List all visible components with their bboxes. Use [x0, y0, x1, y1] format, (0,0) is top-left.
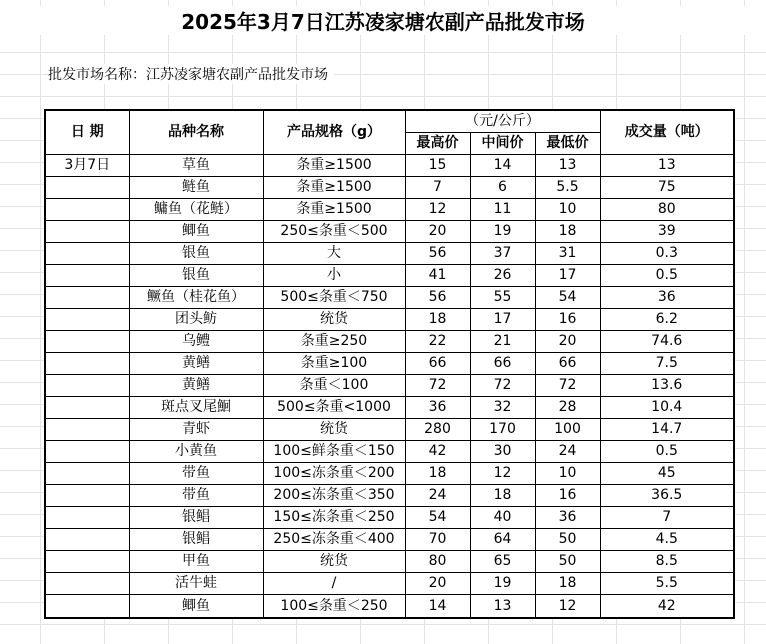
cell-high-price[interactable]: 22	[405, 331, 470, 353]
cell-mid-price[interactable]: 19	[470, 573, 535, 595]
table-row	[45, 375, 734, 397]
cell-high-price[interactable]: 42	[405, 441, 470, 463]
cell-mid-price[interactable]: 6	[470, 177, 535, 199]
cell-high-price[interactable]: 41	[405, 265, 470, 287]
table-row	[45, 419, 734, 441]
cell-high-price[interactable]: 36	[405, 397, 470, 419]
cell-product-name[interactable]: 鲫鱼	[129, 221, 263, 243]
cell-date[interactable]: 3月7日	[45, 155, 129, 177]
cell-mid-price[interactable]: 40	[470, 507, 535, 529]
cell-spec[interactable]: 250≤条重＜500	[263, 221, 405, 243]
cell-date-empty[interactable]	[45, 397, 129, 419]
cell-date-empty[interactable]	[45, 309, 129, 331]
cell-mid-price[interactable]: 18	[470, 485, 535, 507]
cell-spec[interactable]: 统货	[263, 551, 405, 573]
cell-low-price[interactable]: 10	[535, 463, 600, 485]
cell-volume[interactable]: 14.7	[600, 419, 734, 441]
cell-high-price[interactable]: 12	[405, 199, 470, 221]
cell-spec[interactable]: 100≤条重＜250	[263, 595, 405, 619]
cell-high-price[interactable]: 80	[405, 551, 470, 573]
cell-product-name[interactable]: 银鲳	[129, 529, 263, 551]
cell-product-name[interactable]: 甲鱼	[129, 551, 263, 573]
cell-product-name[interactable]: 草鱼	[129, 155, 263, 177]
table-row	[45, 485, 734, 507]
cell-mid-price[interactable]: 37	[470, 243, 535, 265]
cell-low-price[interactable]: 50	[535, 529, 600, 551]
cell-low-price[interactable]: 16	[535, 485, 600, 507]
cell-high-price[interactable]: 20	[405, 573, 470, 595]
cell-high-price[interactable]: 7	[405, 177, 470, 199]
cell-high-price[interactable]: 72	[405, 375, 470, 397]
cell-product-name[interactable]: 青虾	[129, 419, 263, 441]
table-body	[45, 155, 734, 619]
cell-mid-price[interactable]: 30	[470, 441, 535, 463]
cell-mid-price[interactable]: 65	[470, 551, 535, 573]
cell-spec[interactable]: 条重≥100	[263, 353, 405, 375]
cell-spec[interactable]: 100≤冻条重＜200	[263, 463, 405, 485]
cell-volume[interactable]: 7	[600, 507, 734, 529]
table-row	[45, 551, 734, 573]
cell-low-price[interactable]: 24	[535, 441, 600, 463]
cell-mid-price[interactable]: 55	[470, 287, 535, 309]
cell-low-price[interactable]: 5.5	[535, 177, 600, 199]
cell-date-empty[interactable]	[45, 353, 129, 375]
cell-mid-price[interactable]: 12	[470, 463, 535, 485]
cell-spec[interactable]: 条重≥1500	[263, 155, 405, 177]
cell-volume[interactable]: 75	[600, 177, 734, 199]
cell-date-empty[interactable]	[45, 595, 129, 619]
header-mid-price: 中间价	[470, 133, 535, 155]
cell-high-price[interactable]: 15	[405, 155, 470, 177]
table-row	[45, 507, 734, 529]
header-low-price: 最低价	[535, 133, 600, 155]
table-row	[45, 243, 734, 265]
header-volume: 成交量（吨）	[600, 110, 734, 155]
table-row	[45, 397, 734, 419]
cell-low-price[interactable]: 36	[535, 507, 600, 529]
cell-volume[interactable]: 80	[600, 199, 734, 221]
cell-product-name[interactable]: 乌鳢	[129, 331, 263, 353]
table-row	[45, 529, 734, 551]
cell-volume[interactable]: 39	[600, 221, 734, 243]
cell-product-name[interactable]: 银鱼	[129, 243, 263, 265]
cell-volume[interactable]: 7.5	[600, 353, 734, 375]
table-row	[45, 595, 734, 619]
cell-mid-price[interactable]: 32	[470, 397, 535, 419]
cell-spec[interactable]: 统货	[263, 309, 405, 331]
cell-high-price[interactable]: 54	[405, 507, 470, 529]
cell-volume[interactable]: 0.5	[600, 265, 734, 287]
header-high-price: 最高价	[405, 133, 470, 155]
cell-high-price[interactable]: 18	[405, 463, 470, 485]
cell-volume[interactable]: 42	[600, 595, 734, 619]
cell-high-price[interactable]: 24	[405, 485, 470, 507]
cell-low-price[interactable]: 100	[535, 419, 600, 441]
cell-product-name[interactable]: 斑点叉尾鮰	[129, 397, 263, 419]
cell-product-name[interactable]: 鲫鱼	[129, 595, 263, 619]
cell-product-name[interactable]: 活牛蛙	[129, 573, 263, 595]
cell-high-price[interactable]: 66	[405, 353, 470, 375]
cell-low-price[interactable]: 72	[535, 375, 600, 397]
cell-product-name[interactable]: 团头鲂	[129, 309, 263, 331]
cell-volume[interactable]: 74.6	[600, 331, 734, 353]
cell-spec[interactable]: 150≤冻条重＜250	[263, 507, 405, 529]
cell-date-empty[interactable]	[45, 375, 129, 397]
cell-volume[interactable]: 6.2	[600, 309, 734, 331]
cell-high-price[interactable]: 18	[405, 309, 470, 331]
cell-volume[interactable]: 36.5	[600, 485, 734, 507]
cell-high-price[interactable]: 70	[405, 529, 470, 551]
cell-volume[interactable]: 5.5	[600, 573, 734, 595]
cell-product-name[interactable]: 鲢鱼	[129, 177, 263, 199]
table-row	[45, 199, 734, 221]
cell-date-empty[interactable]	[45, 331, 129, 353]
table-row	[45, 155, 734, 177]
cell-volume[interactable]: 10.4	[600, 397, 734, 419]
cell-mid-price[interactable]: 72	[470, 375, 535, 397]
cell-date-empty[interactable]	[45, 529, 129, 551]
cell-spec[interactable]: 250≤冻条重＜400	[263, 529, 405, 551]
cell-spec[interactable]: 小	[263, 265, 405, 287]
cell-mid-price[interactable]: 17	[470, 309, 535, 331]
cell-spec[interactable]: /	[263, 573, 405, 595]
table-row	[45, 221, 734, 243]
cell-low-price[interactable]: 17	[535, 265, 600, 287]
cell-low-price[interactable]: 18	[535, 221, 600, 243]
cell-product-name[interactable]: 鳜鱼（桂花鱼）	[129, 287, 263, 309]
cell-low-price[interactable]: 10	[535, 199, 600, 221]
cell-spec[interactable]: 统货	[263, 419, 405, 441]
cell-low-price[interactable]: 31	[535, 243, 600, 265]
header-row-top	[45, 110, 734, 133]
cell-high-price[interactable]: 280	[405, 419, 470, 441]
table-row	[45, 265, 734, 287]
cell-low-price[interactable]: 54	[535, 287, 600, 309]
table-row	[45, 331, 734, 353]
cell-product-name[interactable]: 小黄鱼	[129, 441, 263, 463]
cell-low-price[interactable]: 28	[535, 397, 600, 419]
cell-product-name[interactable]: 带鱼	[129, 485, 263, 507]
table-row	[45, 353, 734, 375]
cell-product-name[interactable]: 鳙鱼（花鲢）	[129, 199, 263, 221]
cell-date-empty[interactable]	[45, 199, 129, 221]
cell-mid-price[interactable]: 26	[470, 265, 535, 287]
cell-low-price[interactable]: 12	[535, 595, 600, 619]
cell-date-empty[interactable]	[45, 177, 129, 199]
cell-spec[interactable]: 条重≥1500	[263, 199, 405, 221]
table-row	[45, 573, 734, 595]
cell-volume[interactable]: 0.3	[600, 243, 734, 265]
cell-high-price[interactable]: 20	[405, 221, 470, 243]
cell-date-empty[interactable]	[45, 507, 129, 529]
cell-mid-price[interactable]: 19	[470, 221, 535, 243]
cell-date-empty[interactable]	[45, 265, 129, 287]
cell-volume[interactable]: 13	[600, 155, 734, 177]
price-table	[44, 109, 735, 619]
cell-high-price[interactable]: 56	[405, 287, 470, 309]
cell-low-price[interactable]: 66	[535, 353, 600, 375]
cell-product-name[interactable]: 黄鳝	[129, 353, 263, 375]
market-name-label: 批发市场名称：江苏凌家塘农副产品批发市场	[48, 64, 334, 84]
header-spec: 产品规格（g）	[263, 110, 405, 155]
cell-spec[interactable]: 条重≥1500	[263, 177, 405, 199]
cell-date-empty[interactable]	[45, 221, 129, 243]
cell-mid-price[interactable]: 13	[470, 595, 535, 619]
cell-spec[interactable]: 条重＜100	[263, 375, 405, 397]
cell-date-empty[interactable]	[45, 243, 129, 265]
cell-spec[interactable]: 大	[263, 243, 405, 265]
cell-date-empty[interactable]	[45, 463, 129, 485]
cell-product-name[interactable]: 银鲳	[129, 507, 263, 529]
cell-product-name[interactable]: 带鱼	[129, 463, 263, 485]
table-row	[45, 441, 734, 463]
cell-volume[interactable]: 4.5	[600, 529, 734, 551]
cell-spec[interactable]: 500≤条重＜750	[263, 287, 405, 309]
header-date: 日 期	[45, 110, 129, 155]
cell-date-empty[interactable]	[45, 287, 129, 309]
cell-volume[interactable]: 36	[600, 287, 734, 309]
cell-spec[interactable]: 条重≥250	[263, 331, 405, 353]
table-row	[45, 177, 734, 199]
cell-mid-price[interactable]: 21	[470, 331, 535, 353]
cell-mid-price[interactable]: 170	[470, 419, 535, 441]
cell-date-empty[interactable]	[45, 441, 129, 463]
table-row	[45, 309, 734, 331]
cell-high-price[interactable]: 14	[405, 595, 470, 619]
cell-date-empty[interactable]	[45, 419, 129, 441]
cell-mid-price[interactable]: 11	[470, 199, 535, 221]
cell-spec[interactable]: 100≤鲜条重＜150	[263, 441, 405, 463]
cell-high-price[interactable]: 56	[405, 243, 470, 265]
cell-volume[interactable]: 45	[600, 463, 734, 485]
cell-mid-price[interactable]: 14	[470, 155, 535, 177]
cell-low-price[interactable]: 18	[535, 573, 600, 595]
header-price-unit: （元/公斤）	[405, 110, 600, 133]
header-product-name: 品种名称	[129, 110, 263, 155]
cell-low-price[interactable]: 13	[535, 155, 600, 177]
cell-low-price[interactable]: 50	[535, 551, 600, 573]
cell-spec[interactable]: 500≤条重<1000	[263, 397, 405, 419]
cell-date-empty[interactable]	[45, 573, 129, 595]
cell-mid-price[interactable]: 64	[470, 529, 535, 551]
cell-low-price[interactable]: 16	[535, 309, 600, 331]
cell-volume[interactable]: 8.5	[600, 551, 734, 573]
cell-date-empty[interactable]	[45, 485, 129, 507]
cell-product-name[interactable]: 黄鳝	[129, 375, 263, 397]
cell-volume[interactable]: 0.5	[600, 441, 734, 463]
cell-product-name[interactable]: 银鱼	[129, 265, 263, 287]
cell-spec[interactable]: 200≤冻条重＜350	[263, 485, 405, 507]
table-row	[45, 463, 734, 485]
cell-volume[interactable]: 13.6	[600, 375, 734, 397]
page-title: 2025年3月7日江苏凌家塘农副产品批发市场	[0, 6, 766, 35]
cell-mid-price[interactable]: 66	[470, 353, 535, 375]
table-row	[45, 287, 734, 309]
cell-date-empty[interactable]	[45, 551, 129, 573]
cell-low-price[interactable]: 20	[535, 331, 600, 353]
